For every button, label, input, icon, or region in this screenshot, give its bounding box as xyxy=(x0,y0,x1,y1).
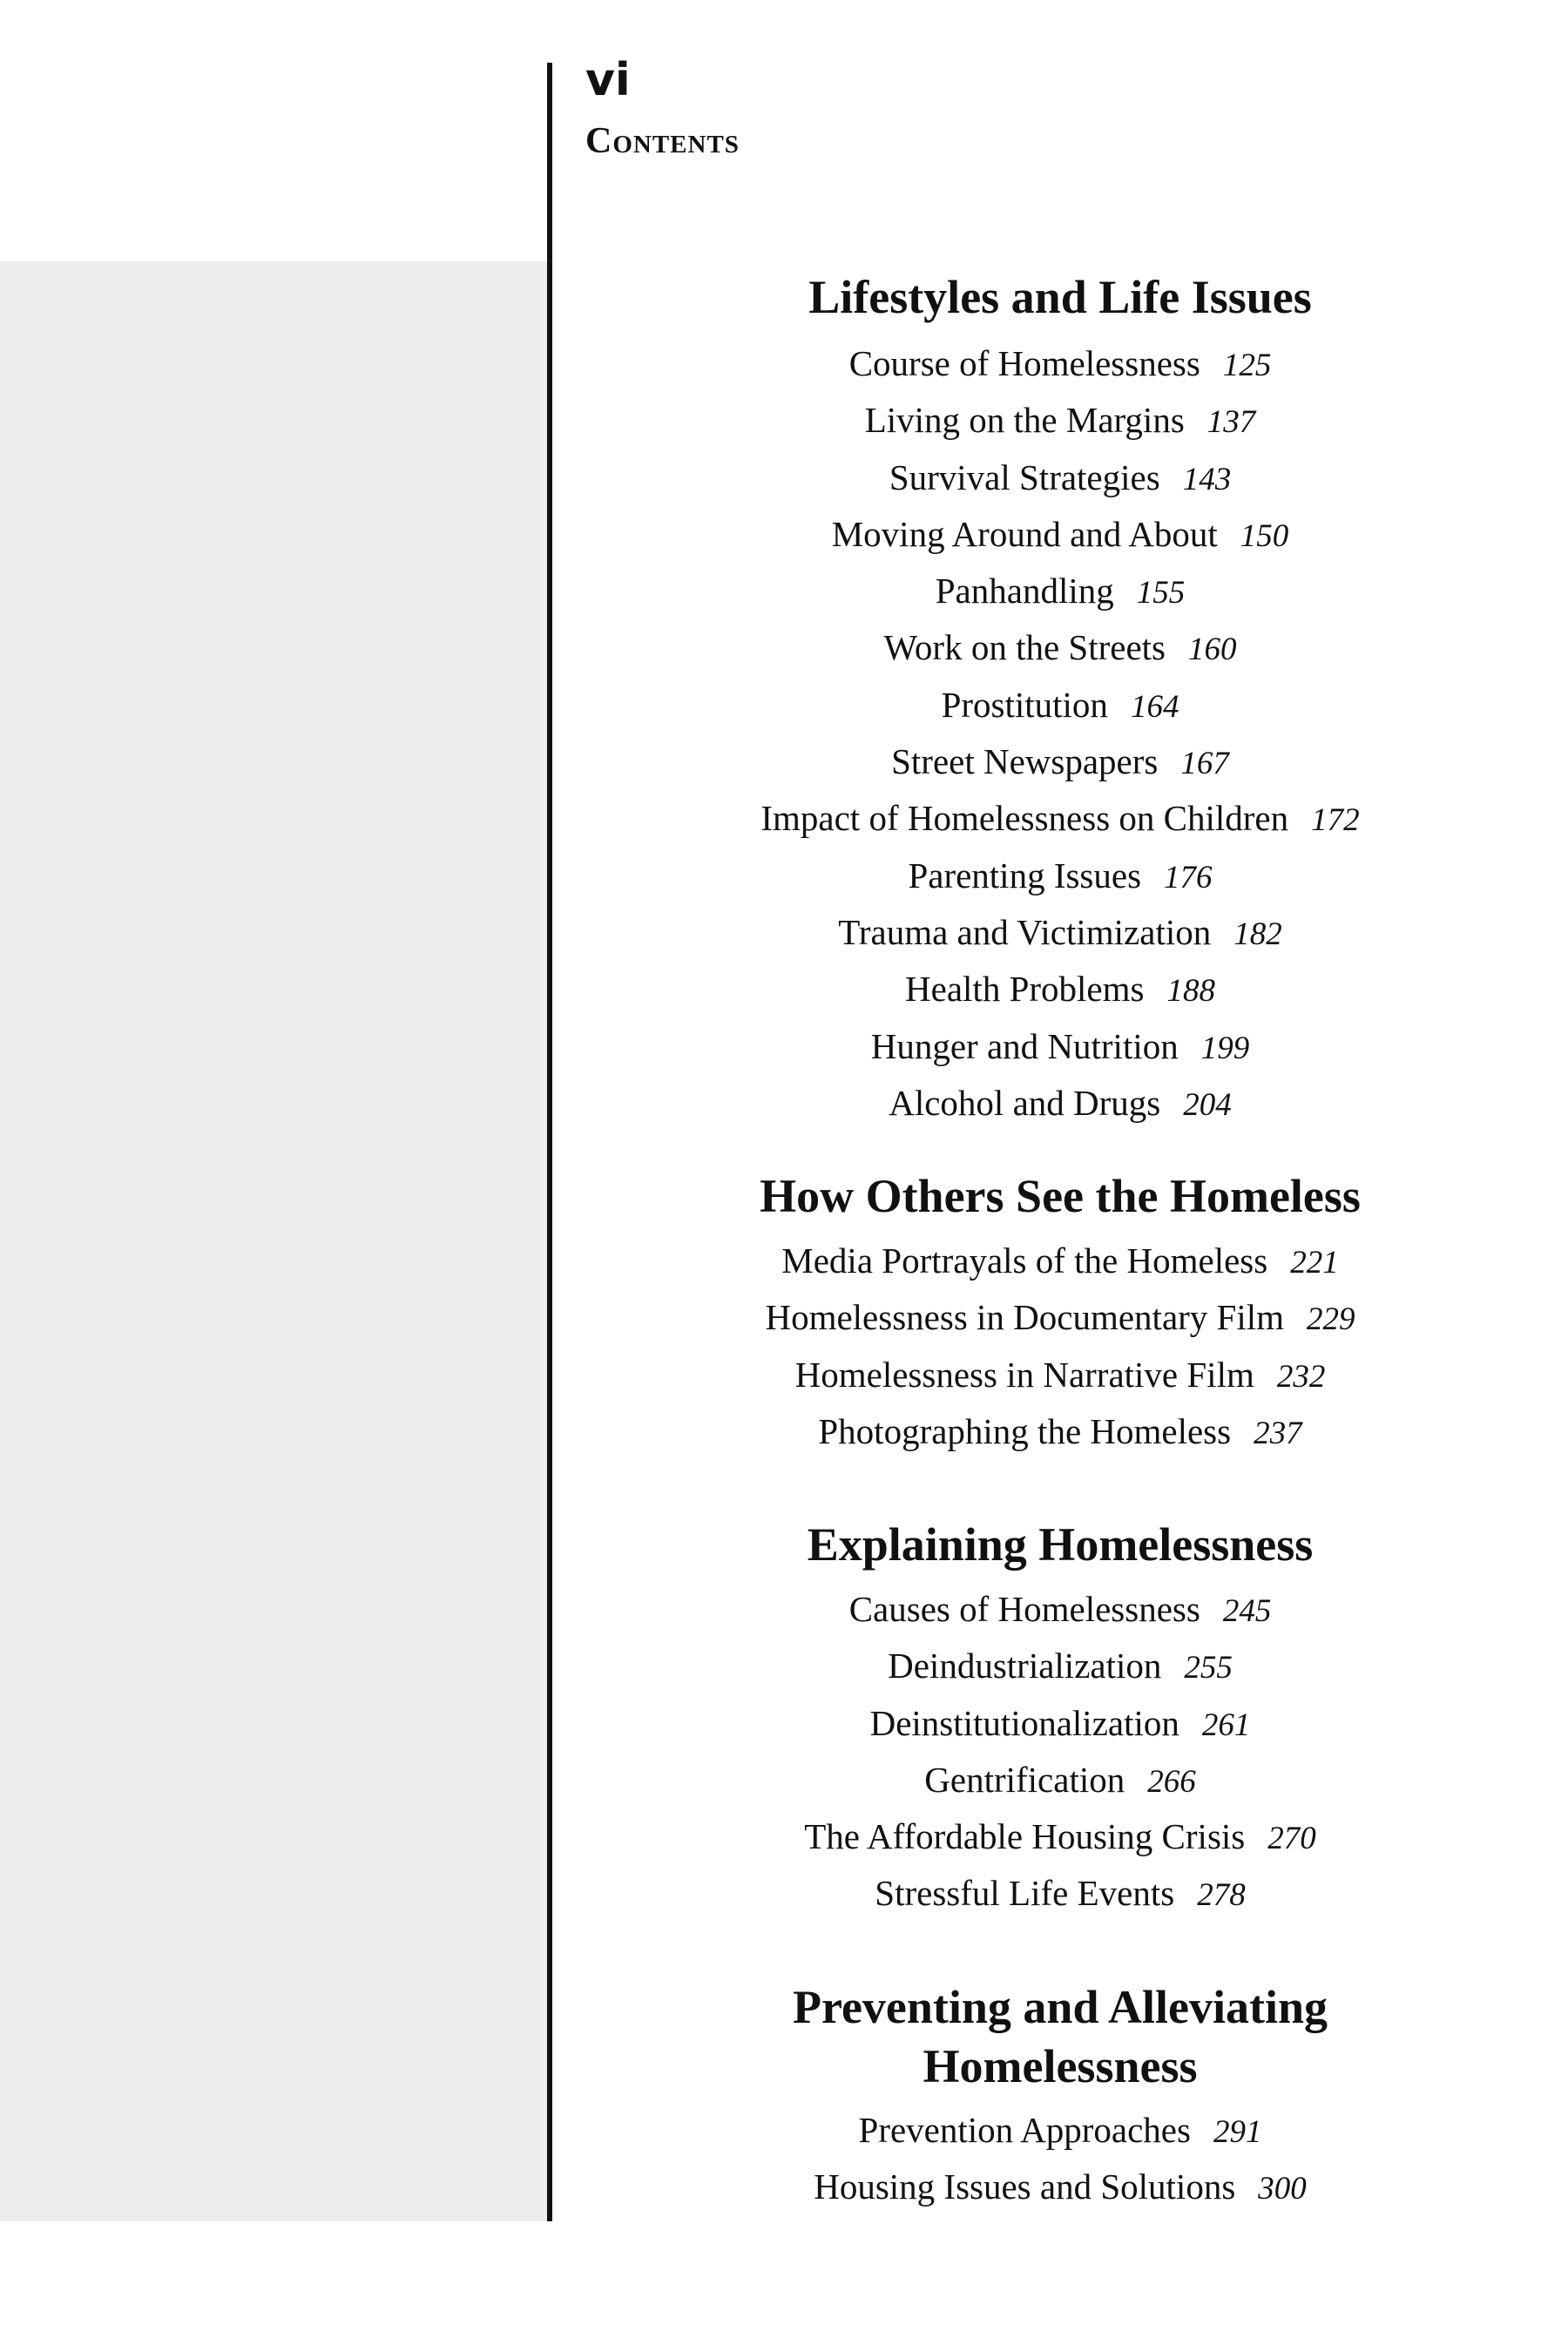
toc-entry xyxy=(552,1404,1568,1461)
entry-title: Media Portrayals of the Homeless xyxy=(781,1240,1268,1281)
entry-title: Prostitution xyxy=(941,684,1108,725)
toc-entry xyxy=(552,336,1568,393)
entry-title: Impact of Homelessness on Children xyxy=(760,798,1289,839)
toc-entry xyxy=(552,507,1568,564)
entry-title: Survival Strategies xyxy=(889,456,1160,497)
entry-title: Trauma and Victimization xyxy=(838,911,1212,952)
entry-page: 261 xyxy=(1201,1707,1251,1743)
toc-entry xyxy=(552,1290,1568,1347)
entry-title: Deinstitutionalization xyxy=(869,1702,1179,1743)
entry-title: Alcohol and Drugs xyxy=(889,1082,1161,1123)
toc-entry xyxy=(552,1348,1568,1404)
toc-entry xyxy=(552,1233,1568,1290)
entry-page: 155 xyxy=(1136,575,1186,612)
entry-page: 172 xyxy=(1311,802,1360,839)
section-title: Explaining Homelessness xyxy=(807,1518,1314,1571)
entry-title: Stressful Life Events xyxy=(875,1873,1175,1914)
entry-page: 160 xyxy=(1188,632,1237,668)
entry-title: Hunger and Nutrition xyxy=(870,1025,1179,1066)
entry-page: 167 xyxy=(1180,746,1229,782)
toc-entry xyxy=(552,791,1568,848)
entry-list xyxy=(552,2103,1568,2217)
entry-page: 176 xyxy=(1164,859,1213,896)
entry-page: 232 xyxy=(1276,1358,1326,1395)
entry-page: 199 xyxy=(1200,1030,1250,1066)
toc-entry xyxy=(552,1696,1568,1753)
entry-title: Course of Homelessness xyxy=(848,343,1200,383)
toc-entry xyxy=(552,620,1568,677)
entry-page: 143 xyxy=(1182,461,1232,497)
toc-entry xyxy=(552,734,1568,791)
toc-section xyxy=(552,1167,1568,1461)
toc-entry xyxy=(552,2103,1568,2159)
toc-entry xyxy=(552,905,1568,962)
entry-page: 278 xyxy=(1197,1877,1246,1914)
entry-page: 291 xyxy=(1213,2114,1262,2150)
toc-entry xyxy=(552,1809,1568,1866)
toc-entry xyxy=(552,1639,1568,1695)
toc-section xyxy=(552,1977,1568,2217)
entry-page: 237 xyxy=(1254,1415,1302,1451)
entry-page: 245 xyxy=(1222,1593,1272,1629)
toc-entry xyxy=(552,2159,1568,2216)
toc-section xyxy=(552,1516,1568,1923)
entry-list xyxy=(552,1582,1568,1923)
toc-entry xyxy=(552,678,1568,734)
entry-page: 229 xyxy=(1307,1301,1355,1338)
toc-entry xyxy=(552,450,1568,507)
entry-title: Parenting Issues xyxy=(908,855,1142,896)
toc-entry xyxy=(552,962,1568,1018)
entry-title: Work on the Streets xyxy=(883,627,1166,668)
running-head: Contents xyxy=(585,121,740,161)
entry-page: 270 xyxy=(1267,1821,1316,1857)
section-title-line: Homelessness xyxy=(923,2040,1198,2092)
section-title: How Others See the Homeless xyxy=(760,1170,1361,1222)
entry-title: Living on the Margins xyxy=(864,400,1185,441)
entry-title: Homelessness in Documentary Film xyxy=(765,1297,1285,1338)
entry-page: 125 xyxy=(1222,348,1272,383)
entry-title: Deindustrialization xyxy=(888,1646,1162,1686)
entry-page: 221 xyxy=(1290,1245,1339,1281)
section-title-line: Preventing and Alleviating xyxy=(792,1981,1328,2033)
section-title: Lifestyles and Life Issues xyxy=(808,271,1312,323)
toc-entry xyxy=(552,393,1568,449)
entry-title: Prevention Approaches xyxy=(858,2110,1191,2150)
toc-section xyxy=(552,268,1568,1132)
entry-page: 182 xyxy=(1233,916,1282,952)
entry-page: 300 xyxy=(1258,2171,1307,2207)
entry-page: 266 xyxy=(1147,1763,1196,1800)
entry-title: Photographing the Homeless xyxy=(818,1410,1232,1451)
entry-page: 204 xyxy=(1183,1086,1232,1123)
entry-title: Panhandling xyxy=(935,571,1114,612)
entry-title: The Affordable Housing Crisis xyxy=(804,1816,1246,1857)
entry-page: 255 xyxy=(1184,1650,1233,1686)
entry-title: Gentrification xyxy=(924,1759,1125,1800)
toc-entry xyxy=(552,1076,1568,1132)
entry-page: 150 xyxy=(1240,517,1289,554)
entry-list xyxy=(552,336,1568,1132)
entry-title: Causes of Homelessness xyxy=(848,1589,1200,1629)
entry-page: 164 xyxy=(1130,688,1179,725)
entry-title: Housing Issues and Solutions xyxy=(814,2166,1236,2207)
entry-title: Health Problems xyxy=(905,969,1145,1010)
toc-entry xyxy=(552,1753,1568,1809)
toc-entry xyxy=(552,564,1568,620)
entry-title: Moving Around and About xyxy=(831,513,1218,554)
page-number: vi xyxy=(585,54,631,106)
entry-title: Homelessness in Narrative Film xyxy=(794,1354,1254,1395)
margin-panel xyxy=(0,261,547,2221)
entry-title: Street Newspapers xyxy=(891,741,1159,782)
section-title xyxy=(552,1977,1568,2096)
entry-list xyxy=(552,1233,1568,1461)
toc-entry xyxy=(552,1019,1568,1076)
toc-entry xyxy=(552,1866,1568,1923)
toc-entry xyxy=(552,1582,1568,1639)
entry-page: 137 xyxy=(1206,404,1256,441)
entry-page: 188 xyxy=(1166,973,1215,1010)
toc-entry xyxy=(552,848,1568,905)
